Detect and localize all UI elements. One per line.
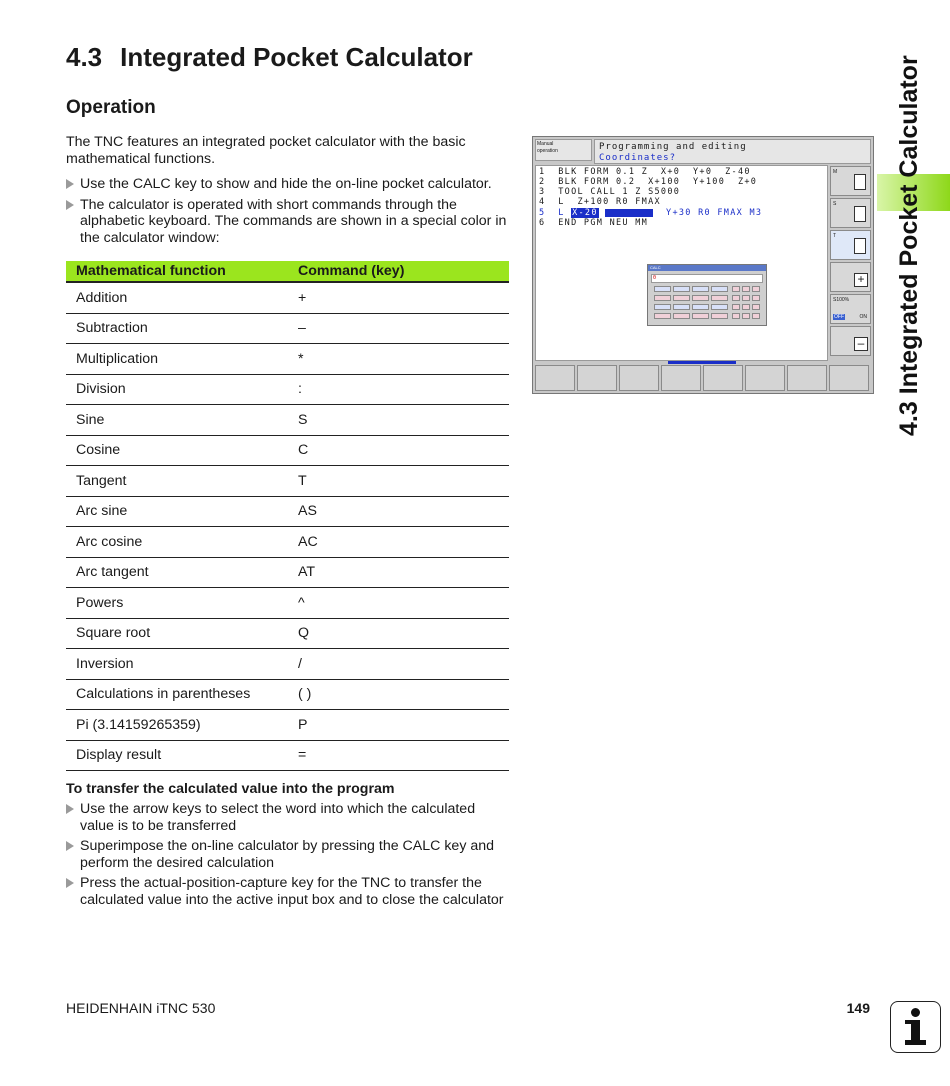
plus-icon: + — [854, 273, 868, 287]
table-row — [66, 527, 509, 558]
vertical-softkey — [830, 166, 871, 196]
transfer-steps-list — [66, 801, 512, 912]
function-cell: Pi (3.14159265359) — [66, 710, 288, 741]
table-row — [66, 496, 509, 527]
input-highlight — [605, 209, 653, 217]
table-row — [66, 282, 509, 313]
function-cell: Arc tangent — [66, 557, 288, 588]
programming-mode-box — [594, 139, 871, 164]
function-cell: Square root — [66, 618, 288, 649]
table-row — [66, 679, 509, 710]
calc-key — [654, 313, 671, 319]
programming-mode-title: Programming and editing — [599, 142, 747, 152]
bullet-triangle-icon — [66, 804, 74, 814]
minus-icon: – — [854, 337, 868, 351]
function-cell: Subtraction — [66, 313, 288, 344]
info-dot — [911, 1008, 920, 1017]
table-row — [66, 374, 509, 405]
vertical-softkey-label: M — [833, 169, 838, 175]
tnc-screenshot — [532, 136, 874, 394]
calc-key — [732, 304, 740, 310]
vertical-softkey-label: S100% — [833, 297, 850, 303]
table-row — [66, 557, 509, 588]
section-heading — [66, 42, 473, 73]
command-cell: ^ — [288, 588, 509, 619]
line-prefix: 5 L — [539, 208, 572, 218]
command-cell: ( ) — [288, 679, 509, 710]
table-row — [66, 313, 509, 344]
calc-key — [732, 295, 740, 301]
softkey — [787, 365, 827, 391]
function-cell: Multiplication — [66, 344, 288, 375]
calculator-display — [651, 274, 763, 283]
bullet-triangle-icon — [66, 878, 74, 888]
dialog-prompt: Coordinates? — [599, 153, 677, 163]
calc-key — [692, 313, 709, 319]
table-row — [66, 466, 509, 497]
side-running-title: 4.3 Integrated Pocket Calculator — [895, 55, 923, 436]
info-base — [905, 1040, 926, 1045]
command-cell: C — [288, 435, 509, 466]
vertical-softkey — [830, 230, 871, 260]
list-item — [66, 875, 512, 908]
bullet-triangle-icon — [66, 179, 74, 189]
vertical-softkey-label: T — [833, 233, 837, 239]
spindle-icon — [854, 206, 866, 222]
command-cell: AS — [288, 496, 509, 527]
calculator-window — [647, 264, 767, 326]
calc-key — [654, 286, 671, 292]
program-line-active — [539, 208, 762, 218]
softkey — [619, 365, 659, 391]
command-cell: + — [288, 282, 509, 313]
calc-key — [742, 295, 750, 301]
override-on-label: ON — [859, 314, 867, 320]
calc-key — [673, 304, 690, 310]
scroll-indicator — [668, 361, 736, 364]
machine-mode-line: Manual — [537, 141, 554, 147]
subsection-heading: Operation — [66, 97, 156, 118]
function-cell: Cosine — [66, 435, 288, 466]
program-line: 3 TOOL CALL 1 Z S5000 — [539, 187, 681, 197]
command-cell: Q — [288, 618, 509, 649]
list-item-text: Press the actual-position-capture key for the TNC to transfer the calculated value into the active input box and to close the calculator — [80, 875, 504, 908]
table-row — [66, 649, 509, 680]
table-row — [66, 435, 509, 466]
command-cell: T — [288, 466, 509, 497]
table-row — [66, 344, 509, 375]
bullet-triangle-icon — [66, 200, 74, 210]
softkey — [703, 365, 743, 391]
list-item-text: Superimpose the on-line calculator by pressing the CALC key and perform the desired calculation — [80, 838, 495, 871]
command-cell: AC — [288, 527, 509, 558]
program-line: 2 BLK FORM 0.2 X+100 Y+100 Z+0 — [539, 177, 758, 187]
line-suffix: Y+30 R0 FMAX M3 — [653, 208, 763, 218]
function-cell: Inversion — [66, 649, 288, 680]
calc-key — [654, 295, 671, 301]
calc-key — [742, 286, 750, 292]
calc-key — [752, 286, 760, 292]
calc-key — [752, 313, 760, 319]
table-row — [66, 618, 509, 649]
calc-key — [732, 313, 740, 319]
list-item-text: The calculator is operated with short commands through the alphabetic keyboard. The commands are shown in a special color in the calculator window: — [80, 196, 507, 246]
calc-key — [732, 286, 740, 292]
function-cell: Sine — [66, 405, 288, 436]
function-cell: Arc sine — [66, 496, 288, 527]
vertical-softkey — [830, 326, 871, 356]
table-row — [66, 588, 509, 619]
command-cell: AT — [288, 557, 509, 588]
command-cell: = — [288, 740, 509, 771]
function-cell: Division — [66, 374, 288, 405]
vertical-softkey-bar — [830, 165, 871, 361]
footer-product: HEIDENHAIN iTNC 530 — [66, 1000, 216, 1016]
calc-key — [752, 295, 760, 301]
table-header-row — [66, 261, 509, 282]
softkey — [661, 365, 701, 391]
list-item-text: Use the CALC key to show and hide the on-line pocket calculator. — [80, 176, 492, 192]
transfer-heading: To transfer the calculated value into the program — [66, 781, 395, 797]
command-cell: S — [288, 405, 509, 436]
machine-mode-box — [535, 139, 592, 161]
command-cell: P — [288, 710, 509, 741]
command-cell: / — [288, 649, 509, 680]
list-item — [66, 197, 512, 247]
program-line: 4 L Z+100 R0 FMAX — [539, 197, 661, 207]
calculator-titlebar — [648, 265, 766, 271]
machine-icon — [854, 174, 866, 190]
command-cell: * — [288, 344, 509, 375]
page-number: 149 — [846, 1000, 870, 1016]
function-cell: Tangent — [66, 466, 288, 497]
list-item — [66, 838, 512, 871]
usage-list — [66, 176, 512, 250]
calc-key — [692, 295, 709, 301]
header-command: Command (key) — [288, 261, 509, 282]
calc-key — [673, 286, 690, 292]
list-item-text: Use the arrow keys to select the word into which the calculated value is to be transferred — [80, 801, 476, 834]
vertical-softkey-label: S — [833, 201, 837, 207]
calc-key — [692, 286, 709, 292]
selected-word: X-20 — [572, 208, 598, 218]
softkey — [535, 365, 575, 391]
program-line: 1 BLK FORM 0.1 Z X+0 Y+0 Z-40 — [539, 167, 751, 177]
calculator-title: CALC — [650, 265, 661, 270]
function-cell: Arc cosine — [66, 527, 288, 558]
function-cell: Addition — [66, 282, 288, 313]
function-cell: Display result — [66, 740, 288, 771]
list-item — [66, 176, 512, 193]
vertical-softkey — [830, 294, 871, 324]
header-function: Mathematical function — [66, 261, 288, 282]
calculator-value: 0 — [653, 275, 657, 281]
table-row — [66, 710, 509, 741]
softkey-row — [535, 365, 871, 391]
program-window — [535, 165, 828, 361]
intro-paragraph: The TNC features an integrated pocket calculator with the basic mathematical functions. — [66, 134, 466, 167]
calc-key — [673, 313, 690, 319]
program-line: 6 END PGM NEU MM — [539, 218, 649, 228]
calc-key — [711, 313, 728, 319]
command-cell: – — [288, 313, 509, 344]
calc-key — [742, 304, 750, 310]
softkey — [745, 365, 785, 391]
info-icon — [890, 1001, 941, 1053]
table-row — [66, 740, 509, 771]
table-row — [66, 405, 509, 436]
calc-key — [654, 304, 671, 310]
machine-mode-line: operation — [537, 148, 558, 154]
tool-icon — [854, 238, 866, 254]
softkey — [829, 365, 869, 391]
function-table — [66, 261, 509, 771]
calc-key — [673, 295, 690, 301]
section-title: Integrated Pocket Calculator — [120, 42, 473, 72]
vertical-softkey — [830, 262, 871, 292]
section-number: 4.3 — [66, 42, 103, 72]
bullet-triangle-icon — [66, 841, 74, 851]
command-cell: : — [288, 374, 509, 405]
function-cell: Powers — [66, 588, 288, 619]
list-item — [66, 801, 512, 834]
calc-key — [742, 313, 750, 319]
calc-key — [711, 286, 728, 292]
info-stem — [911, 1020, 920, 1042]
calc-key — [711, 295, 728, 301]
override-off-label: OFF — [834, 314, 844, 320]
calc-key — [692, 304, 709, 310]
calc-key — [711, 304, 728, 310]
softkey — [577, 365, 617, 391]
calc-key — [752, 304, 760, 310]
vertical-softkey — [830, 198, 871, 228]
function-cell: Calculations in parentheses — [66, 679, 288, 710]
